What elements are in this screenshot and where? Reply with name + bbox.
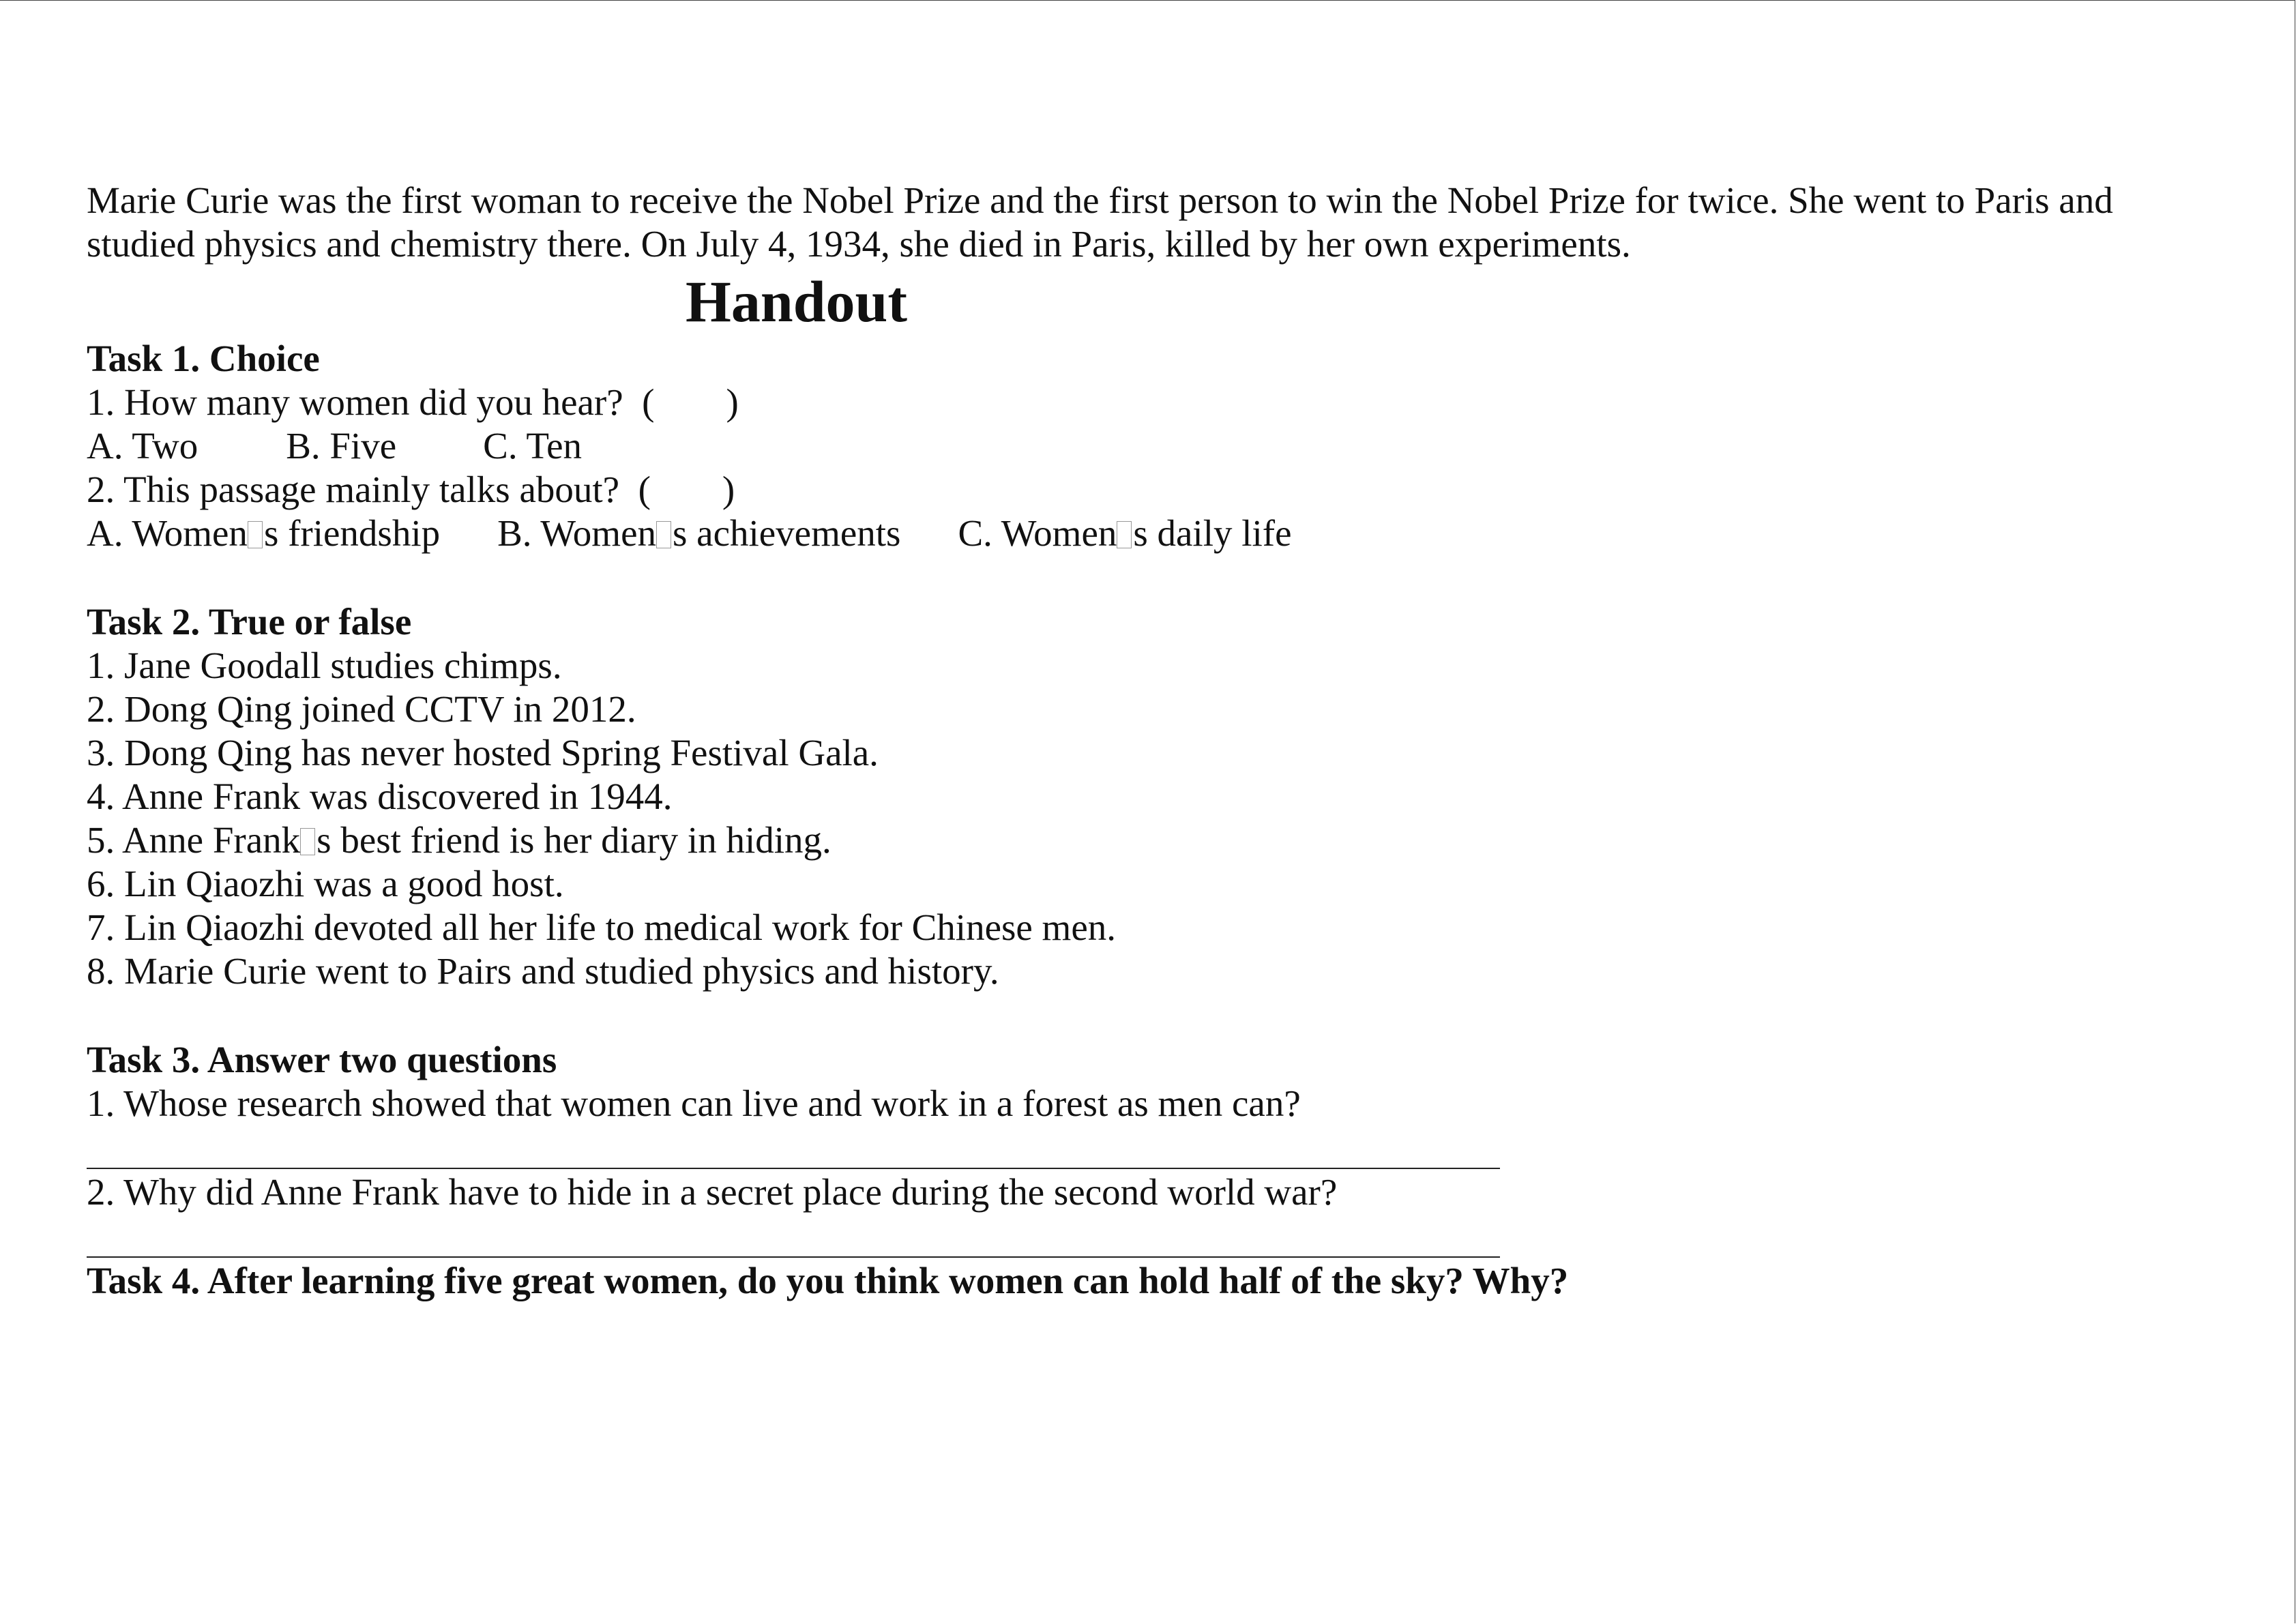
task2-item-3: 3. Dong Qing has never hosted Spring Festival Gala. (87, 732, 879, 773)
intro-line-1: Marie Curie was the first woman to receive the Nobel Prize and the first person to win the Nobel Prize for twice. She went to Paris and (87, 179, 2113, 221)
missing-glyph-box (1117, 521, 1132, 548)
task1-q1-text: 1. How many women did you hear? (87, 381, 623, 423)
task3-question-2: 2. Why did Anne Frank have to hide in a secret place during the second world war? (87, 1171, 1338, 1213)
task2-item-1: 1. Jane Goodall studies chimps. (87, 645, 562, 686)
option-c-post: s daily life (1133, 512, 1292, 554)
task2-item-2: 2. Dong Qing joined CCTV in 2012. (87, 688, 636, 730)
item-5-pre: 5. Anne Frank (87, 819, 301, 861)
missing-glyph-box (248, 521, 263, 548)
task1-q2-option-c (958, 512, 1291, 554)
task1-q1-option-a: A. Two (87, 425, 198, 467)
option-b-post: s achievements (673, 512, 901, 554)
task1-q1-options (87, 424, 582, 468)
task2-item-7: 7. Lin Qiaozhi devoted all her life to medical work for Chinese men. (87, 906, 1116, 948)
task3-q1-answer-line[interactable] (87, 1168, 1500, 1169)
task1-q2-option-b (497, 512, 900, 554)
missing-glyph-box (656, 521, 671, 548)
task1-q2-text: 2. This passage mainly talks about? (87, 469, 620, 510)
task1-question-2: 2. This passage mainly talks about? ( ) (87, 469, 735, 510)
option-a-post: s friendship (263, 512, 441, 554)
task1-q2-option-a (87, 512, 440, 554)
task3-question-1: 1. Whose research showed that women can live and work in a forest as men can? (87, 1082, 1301, 1124)
task3-q2-answer-line[interactable] (87, 1256, 1500, 1258)
intro-line-2: studied physics and chemistry there. On July 4, 1934, she died in Paris, killed by her own experiments. (87, 223, 1631, 265)
task1-q1-option-b: B. Five (286, 425, 397, 467)
task2-heading: Task 2. True or false (87, 601, 412, 643)
option-a-pre: A. Women (87, 512, 248, 554)
task1-question-1: 1. How many women did you hear? ( ) (87, 381, 739, 423)
task1-q2-options (87, 512, 1292, 555)
missing-glyph-box (300, 828, 315, 855)
task3-heading: Task 3. Answer two questions (87, 1039, 557, 1080)
task4-heading: Task 4. After learning five great women, do you think women can hold half of the sky? Why? (87, 1260, 1569, 1301)
item-5-post: s best friend is her diary in hiding. (317, 819, 831, 861)
page-title: Handout (686, 269, 908, 334)
option-c-pre: C. Women (958, 512, 1117, 554)
option-b-pre: B. Women (497, 512, 656, 554)
task2-item-4: 4. Anne Frank was discovered in 1944. (87, 776, 673, 817)
task2-item-6: 6. Lin Qiaozhi was a good host. (87, 863, 564, 904)
task1-q1-option-c: C. Ten (483, 425, 583, 467)
task1-heading: Task 1. Choice (87, 338, 320, 379)
task2-item-8: 8. Marie Curie went to Pairs and studied physics and history. (87, 950, 999, 992)
task2-item-5 (87, 818, 831, 862)
